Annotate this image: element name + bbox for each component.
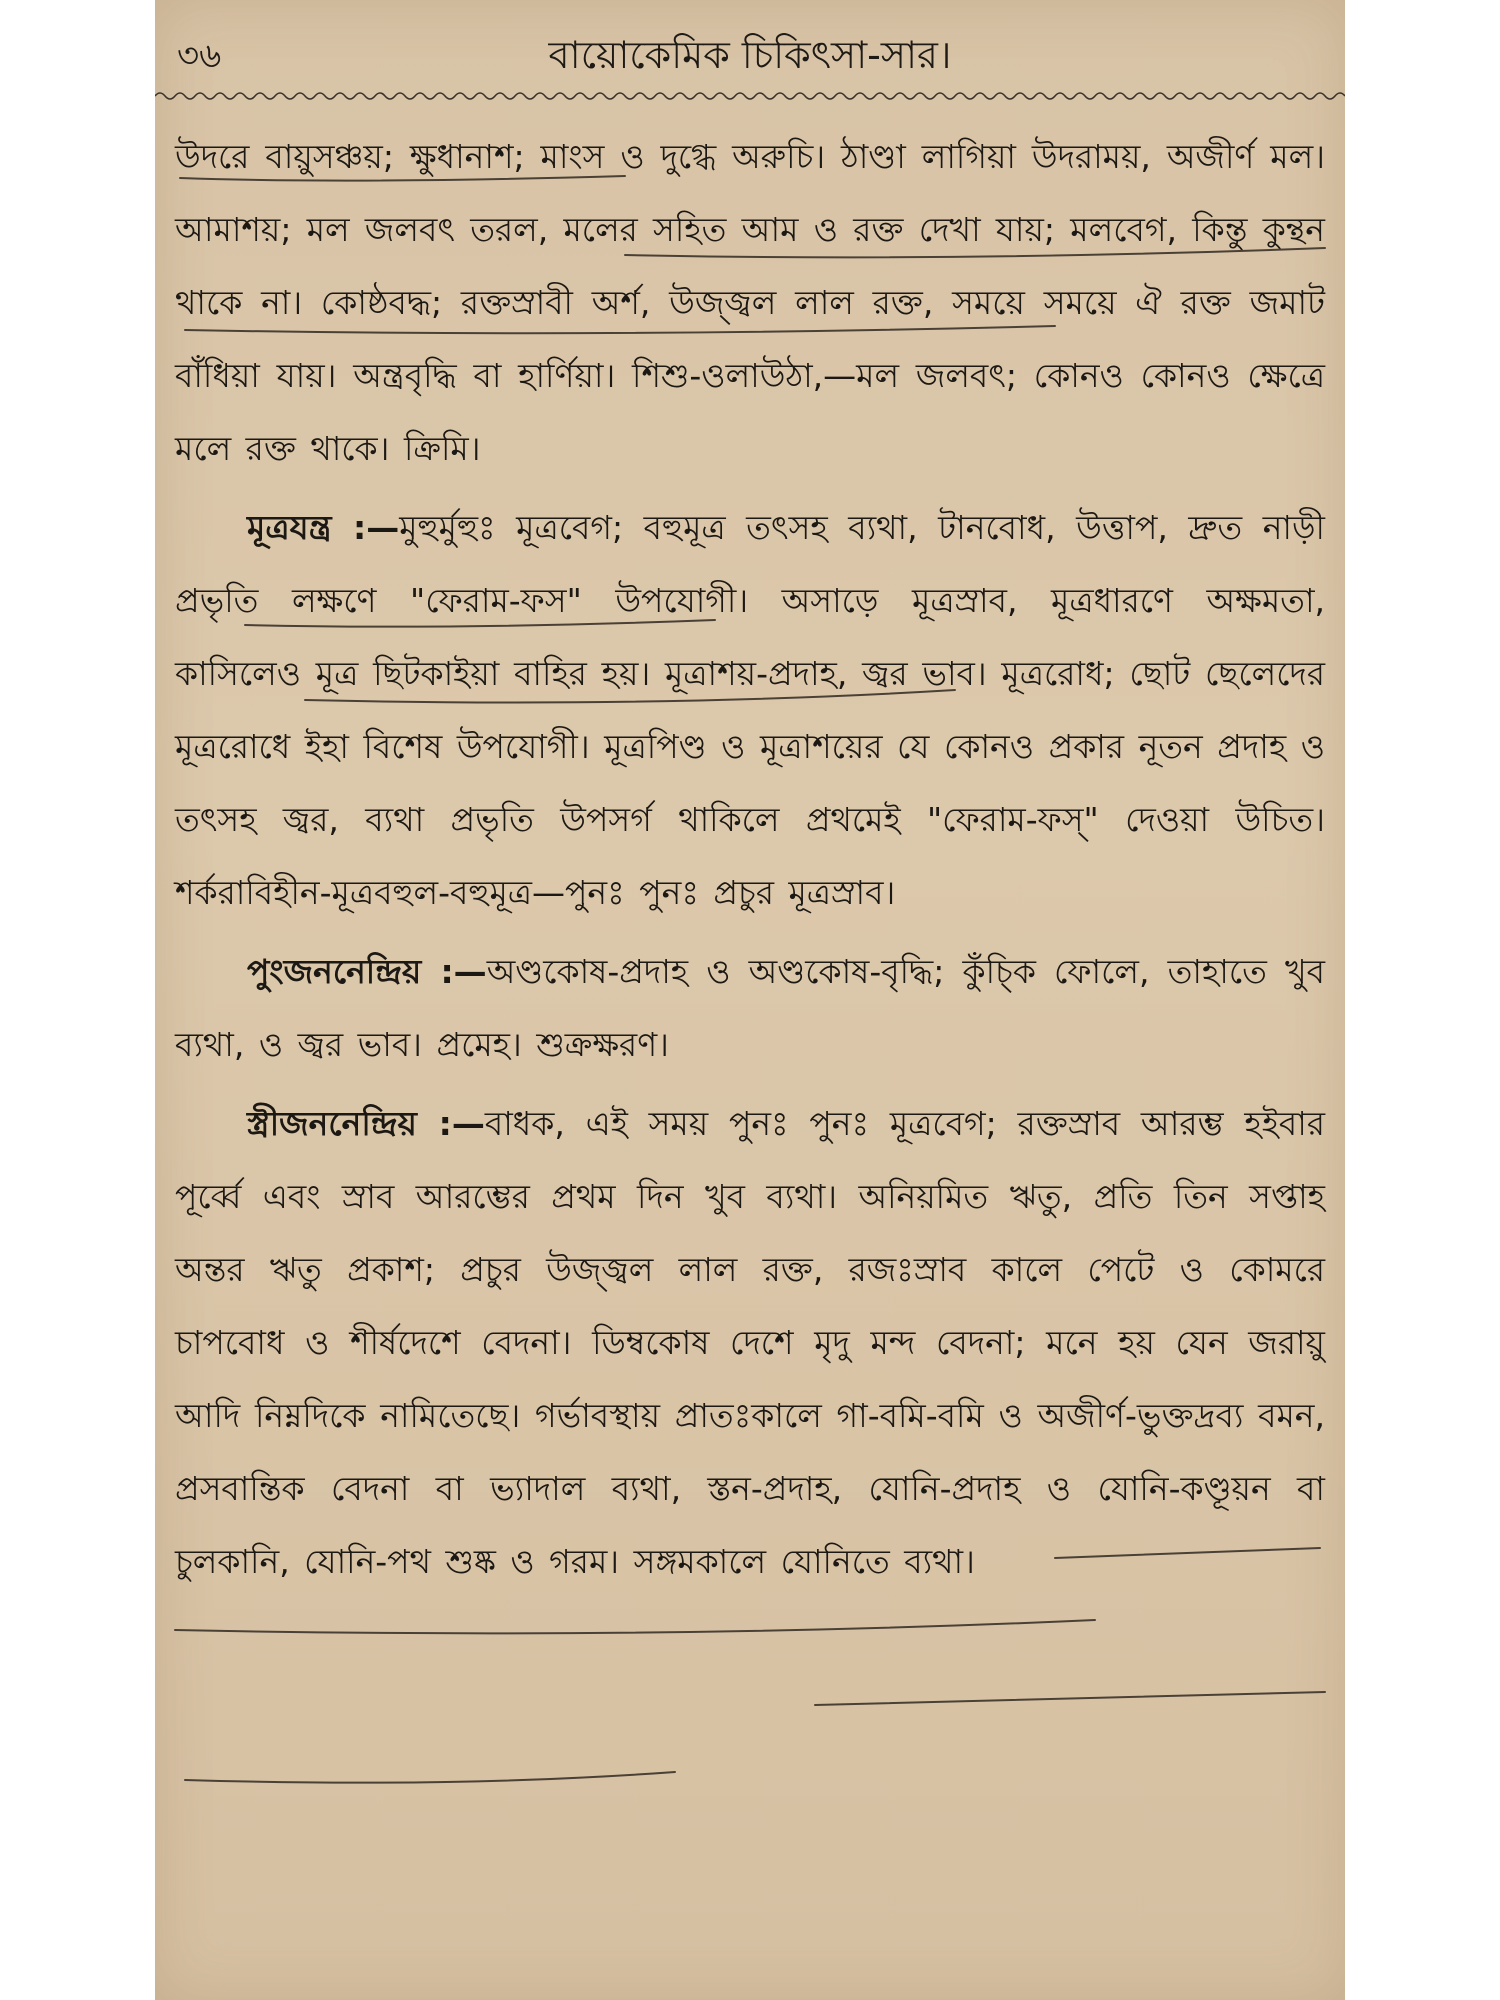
paragraph-female-reproductive — [175, 1087, 1325, 1598]
section-heading: মূত্রযন্ত্র :— — [247, 508, 400, 547]
paragraph-text: উদরে বায়ুসঞ্চয়; ক্ষুধানাশ; মাংস ও দুগ্ধে অরুচি। ঠাণ্ডা লাগিয়া উদরাময়, অজীর্ণ মল। আমাশয়; মল জলবৎ তরল, মলের সহিত আম ও রক্ত দেখা যায়; মলবেগ, কিন্তু কুন্থন থাকে না। কোষ্ঠবদ্ধ; রক্তস্রাবী অর্শ, উজ্জ্বল লাল রক্ত, সময়ে সময়ে ঐ রক্ত জমাট বাঁধিয়া যায়। অন্ত্রবৃদ্ধি বা হার্ণিয়া। শিশু-ওলাউঠা,—মল জলবৎ; কোনও কোনও ক্ষেত্রে মলে রক্ত থাকে। ক্রিমি। — [175, 137, 1325, 468]
running-head — [155, 20, 1345, 90]
page-number: ৩৬ — [177, 36, 222, 76]
section-heading: পুংজননেন্দ্রিয় :— — [247, 952, 487, 991]
body-text — [175, 120, 1325, 1598]
paragraph-digestive — [175, 120, 1325, 485]
book-page — [155, 0, 1345, 2000]
header-wavy-rule — [155, 88, 1345, 104]
paragraph-text: বাধক, এই সময় পুনঃ পুনঃ মূত্রবেগ; রক্তস্রাব আরম্ভ হইবার পূর্ব্বে এবং স্রাব আরম্ভের প্রথম দিন খুব ব্যথা। অনিয়মিত ঋতু, প্রতি তিন সপ্তাহ অন্তর ঋতু প্রকাশ; প্রচুর উজ্জ্বল লাল রক্ত, রজঃস্রাব কালে পেটে ও কোমরে চাপবোধ ও শীর্ষদেশে বেদনা। ডিম্বকোষ দেশে মৃদু মন্দ বেদনা; মনে হয় যেন জরায়ু আদি নিম্নদিকে নামিতেছে। গর্ভাবস্থায় প্রাতঃকালে গা-বমি-বমি ও অজীর্ণ-ভুক্তদ্রব্য বমন, প্রসবান্তিক বেদনা বা ভ্যাদাল ব্যথা, স্তন-প্রদাহ, যোনি-প্রদাহ ও যোনি-কণ্ডূয়ন বা চুলকানি, যোনি-পথ শুষ্ক ও গরম। সঙ্গমকালে যোনিতে ব্যথা। — [175, 1104, 1325, 1581]
section-heading: স্ত্রীজননেন্দ্রিয় :— — [247, 1104, 485, 1143]
paragraph-male-reproductive — [175, 935, 1325, 1081]
paragraph-text: অণ্ডকোষ-প্রদাহ ও অণ্ডকোষ-বৃদ্ধি; কুঁচ্কি ফোলে, তাহাতে খুব ব্যথা, ও জ্বর ভাব। প্রমেহ। শুক্রক্ষরণ। — [175, 952, 1326, 1064]
book-title: বায়োকেমিক চিকিৎসা-সার। — [548, 33, 952, 77]
paragraph-urinary — [175, 491, 1325, 929]
paragraph-text: মুহুর্মুহুঃ মূত্রবেগ; বহুমূত্র তৎসহ ব্যথা, টানবোধ, উত্তাপ, দ্রুত নাড়ী প্রভৃতি লক্ষণে "ফেরাম-ফস" উপযোগী। অসাড়ে মূত্রস্রাব, মূত্রধারণে অক্ষমতা, কাসিলেও মূত্র ছিটকাইয়া বাহির হয়। মূত্রাশয়-প্রদাহ, জ্বর ভাব। মূত্ররোধ; ছোট ছেলেদের মূত্ররোধে ইহা বিশেষ উপযোগী। মূত্রপিণ্ড ও মূত্রাশয়ের যে কোনও প্রকার নূতন প্রদাহ ও তৎসহ জ্বর, ব্যথা প্রভৃতি উপসর্গ থাকিলে প্রথমেই "ফেরাম-ফস্" দেওয়া উচিত। শর্করাবিহীন-মূত্রবহুল-বহুমূত্র—পুনঃ পুনঃ প্রচুর মূত্রস্রাব। — [175, 508, 1325, 912]
